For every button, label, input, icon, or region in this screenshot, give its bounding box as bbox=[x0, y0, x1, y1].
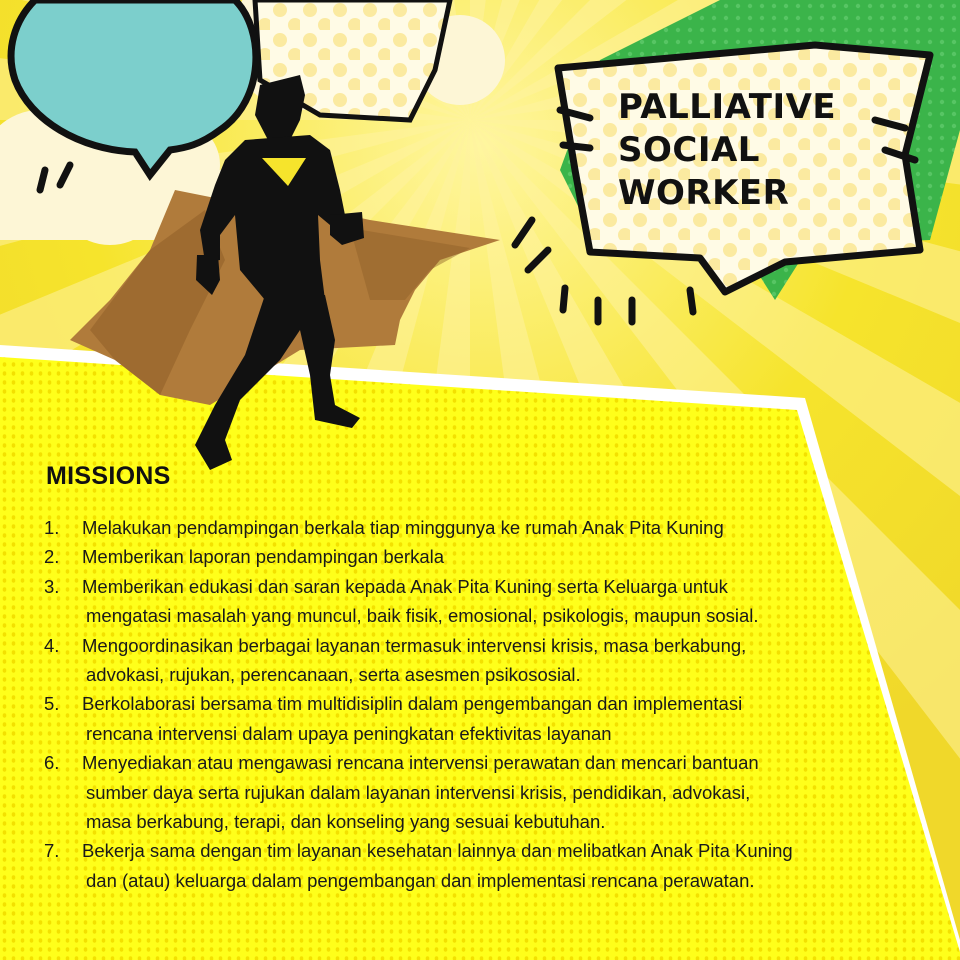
poster-title-line: WORKER bbox=[618, 173, 790, 213]
mission-text-line: sumber daya serta rujukan dalam layanan intervensi krisis, pendidikan, advokasi, bbox=[86, 781, 751, 803]
mission-text bbox=[82, 631, 746, 690]
mission-number: 5. bbox=[44, 693, 60, 715]
mission-text bbox=[82, 836, 793, 895]
mission-item bbox=[44, 542, 924, 571]
mission-item bbox=[44, 572, 924, 631]
mission-number: 7. bbox=[44, 840, 60, 862]
mission-item bbox=[44, 631, 924, 690]
poster-title-line: PALLIATIVE bbox=[618, 87, 837, 127]
mission-text-line: dan (atau) keluarga dalam pengembangan dan implementasi rencana perawatan. bbox=[86, 869, 755, 891]
mission-number: 1. bbox=[44, 517, 60, 538]
mission-item bbox=[44, 836, 924, 895]
mission-text-line: Memberikan laporan pendampingan berkala bbox=[82, 546, 445, 568]
mission-text-line: Menyediakan atau mengawasi rencana intervensi perawatan dan mencari bantuan bbox=[82, 752, 759, 774]
mission-text bbox=[82, 748, 759, 836]
missions-list bbox=[44, 513, 924, 895]
mission-text bbox=[82, 513, 724, 542]
poster-title-line: SOCIAL bbox=[618, 130, 760, 170]
mission-item bbox=[44, 689, 924, 748]
mission-text-line: Memberikan edukasi dan saran kepada Anak Pita Kuning serta Keluarga untuk bbox=[82, 575, 728, 597]
mission-item bbox=[44, 748, 924, 836]
mission-text-line: rencana intervensi dalam upaya peningkatan efektivitas layanan bbox=[86, 722, 612, 744]
mission-text-line: advokasi, rujukan, perencanaan, serta asesmen psikososial. bbox=[86, 664, 581, 686]
mission-text-line: masa berkabung, terapi, dan konseling yang sesuai kebutuhan. bbox=[86, 811, 606, 833]
mission-text-line: Berkolaborasi bersama tim multidisiplin dalam pengembangan dan implementasi bbox=[82, 693, 743, 715]
mission-text-line: Melakukan pendampingan berkala tiap minggunya ke rumah Anak Pita Kuning bbox=[82, 517, 724, 538]
mission-number: 3. bbox=[44, 575, 60, 597]
mission-text bbox=[82, 542, 444, 571]
mission-number: 6. bbox=[44, 752, 60, 774]
mission-text-line: mengatasi masalah yang muncul, baik fisik, emosional, psikologis, maupun sosial. bbox=[86, 605, 759, 627]
mission-item bbox=[44, 513, 924, 542]
mission-number: 2. bbox=[44, 546, 60, 568]
mission-text bbox=[82, 572, 759, 631]
mission-text-line: Mengoordinasikan berbagai layanan termasuk intervensi krisis, masa berkabung, bbox=[82, 634, 747, 656]
mission-text bbox=[82, 689, 742, 748]
missions-heading: MISSIONS bbox=[46, 462, 171, 490]
poster-title bbox=[618, 86, 858, 215]
mission-text-line: Bekerja sama dengan tim layanan kesehatan lainnya dan melibatkan Anak Pita Kuning bbox=[82, 840, 793, 862]
mission-number: 4. bbox=[44, 634, 60, 656]
